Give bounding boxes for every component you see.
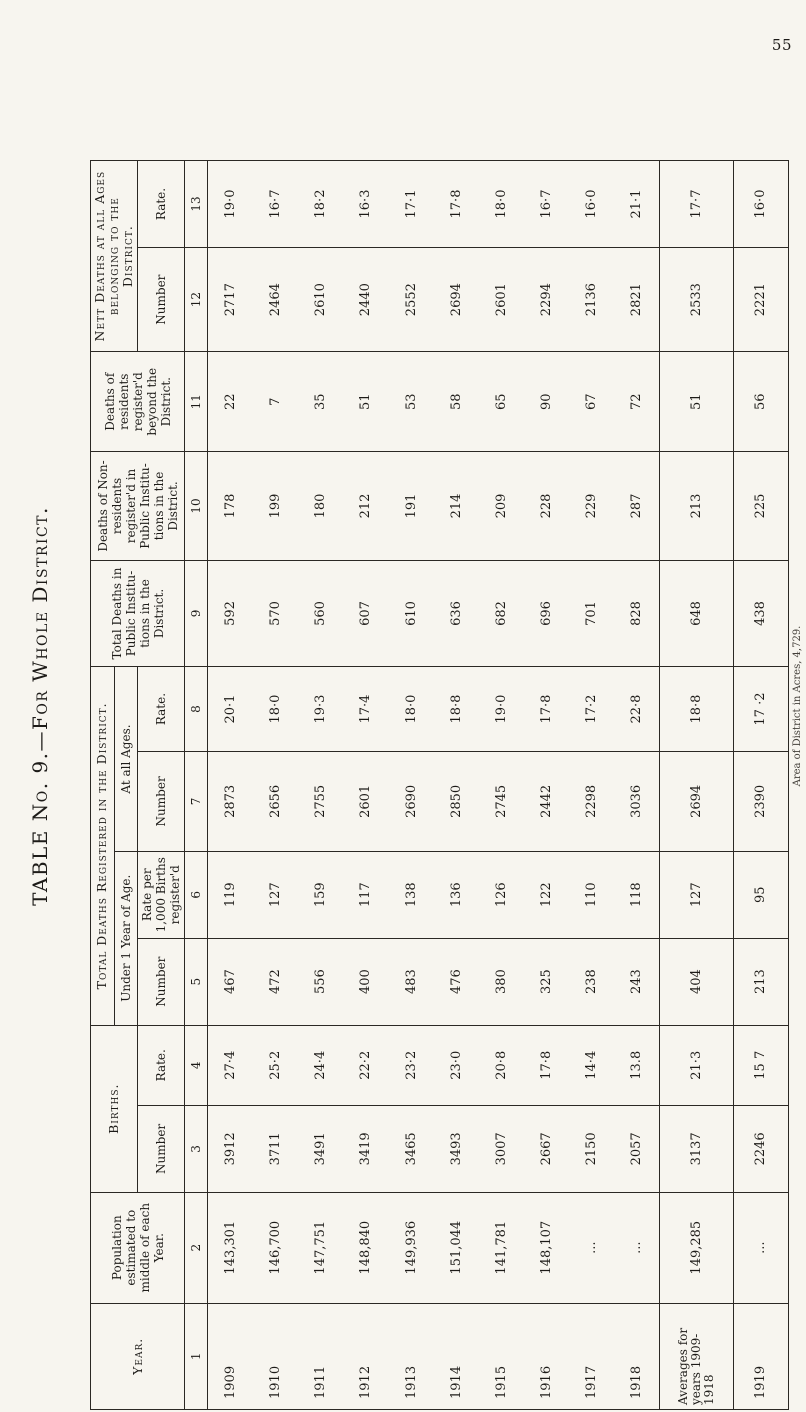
total-deaths-header: Total Deaths Registered in the District. [91, 667, 115, 1025]
final-births-rate: 15 7 [733, 1025, 788, 1105]
population-cell: 147,751 [298, 1192, 343, 1303]
column-number: 1 [185, 1303, 208, 1409]
column-number: 3 [185, 1105, 208, 1192]
under1-number-cell: 243 [614, 938, 660, 1025]
under-1-rate-header: Rate per 1,000 Births register'd [138, 851, 185, 938]
births-rate-cell: 24·4 [298, 1025, 343, 1105]
under1-rate-cell: 119 [208, 851, 254, 938]
residents-beyond-header: Deaths of residents register'd beyond the District. [91, 352, 185, 452]
under1-rate-cell: 127 [253, 851, 298, 938]
all-ages-rate-cell: 17·2 [569, 667, 614, 752]
yearly-rows [208, 161, 660, 1410]
residents-beyond-cell: 51 [343, 352, 388, 452]
column-number: 8 [185, 667, 208, 752]
under1-rate-cell: 136 [434, 851, 479, 938]
non-resident-deaths-cell: 228 [524, 452, 569, 561]
table-row [524, 161, 569, 1410]
column-number: 11 [185, 352, 208, 452]
nett-rate-cell: 18·0 [479, 161, 524, 248]
under1-number-cell: 467 [208, 938, 254, 1025]
final-all-rate: 17 ·2 [733, 667, 788, 752]
table-row [389, 161, 434, 1410]
population-cell: 149,936 [389, 1192, 434, 1303]
births-number-cell: 3465 [389, 1105, 434, 1192]
births-rate-cell: 13.8 [614, 1025, 660, 1105]
all-ages-number-cell: 2298 [569, 751, 614, 851]
births-rate-cell: 20·8 [479, 1025, 524, 1105]
table-title: TABLE No. 9.—For Whole District. [28, 506, 52, 906]
page-number: 55 [771, 36, 792, 54]
all-ages-number-cell: 2690 [389, 751, 434, 851]
under1-rate-cell: 118 [614, 851, 660, 938]
all-ages-header: At all Ages. [114, 667, 138, 852]
column-number: 4 [185, 1025, 208, 1105]
residents-beyond-cell: 22 [208, 352, 254, 452]
avg-under1-number: 404 [660, 938, 733, 1025]
population-cell: 148,107 [524, 1192, 569, 1303]
residents-beyond-cell: 65 [479, 352, 524, 452]
institution-deaths-cell: 828 [614, 560, 660, 666]
avg-nett-rate: 17·7 [660, 161, 733, 248]
all-ages-number-cell: 2755 [298, 751, 343, 851]
residents-beyond-cell: 58 [434, 352, 479, 452]
births-number-cell: 2667 [524, 1105, 569, 1192]
under1-rate-cell: 117 [343, 851, 388, 938]
nett-rate-cell: 17·1 [389, 161, 434, 248]
births-number-header: Number [138, 1105, 185, 1192]
table-row [343, 161, 388, 1410]
avg-non-res: 213 [660, 452, 733, 561]
nett-rate-cell: 16·7 [253, 161, 298, 248]
all-ages-number-cell: 2601 [343, 751, 388, 851]
all-ages-rate-cell: 18·0 [253, 667, 298, 752]
nett-rate-cell: 19·0 [208, 161, 254, 248]
nett-number-cell: 2136 [569, 248, 614, 352]
avg-under1-rate: 127 [660, 851, 733, 938]
nett-number-cell: 2552 [389, 248, 434, 352]
non-resident-deaths-cell: 180 [298, 452, 343, 561]
non-resident-deaths-cell: 212 [343, 452, 388, 561]
column-number: 12 [185, 248, 208, 352]
all-ages-rate-cell: 19·0 [479, 667, 524, 752]
population-cell: 141,781 [479, 1192, 524, 1303]
averages-row [660, 161, 733, 1410]
births-rate-cell: 14·4 [569, 1025, 614, 1105]
year-cell: 1916 [524, 1303, 569, 1409]
under1-number-cell: 400 [343, 938, 388, 1025]
nett-number-cell: 2601 [479, 248, 524, 352]
non-resident-deaths-cell: 229 [569, 452, 614, 561]
non-resident-deaths-header: Deaths of Non-residents register'd in Public Institu-tions in the District. [91, 452, 185, 561]
column-number: 10 [185, 452, 208, 561]
column-number: 6 [185, 851, 208, 938]
all-ages-number-cell: 2745 [479, 751, 524, 851]
table-row [569, 161, 614, 1410]
year-cell: 1915 [479, 1303, 524, 1409]
averages-label: Averages for years 1909-1918 [660, 1303, 733, 1409]
year-cell: 1917 [569, 1303, 614, 1409]
nett-rate-header: Rate. [138, 161, 185, 248]
under1-rate-cell: 126 [479, 851, 524, 938]
institution-deaths-cell: 682 [479, 560, 524, 666]
final-under1-rate: 95 [733, 851, 788, 938]
nett-rate-cell: 21·1 [614, 161, 660, 248]
births-header: Births. [91, 1025, 138, 1192]
final-nett-number: 2221 [733, 248, 788, 352]
under-1-year-header: Under 1 Year of Age. [114, 851, 138, 1025]
under1-number-cell: 483 [389, 938, 434, 1025]
all-ages-number-cell: 2442 [524, 751, 569, 851]
institution-deaths-header: Total Deaths in Public Institu-tions in the District. [91, 560, 185, 666]
final-under1-number: 213 [733, 938, 788, 1025]
nett-number-cell: 2694 [434, 248, 479, 352]
final-births-number: 2246 [733, 1105, 788, 1192]
avg-nett-number: 2533 [660, 248, 733, 352]
avg-inst-total: 648 [660, 560, 733, 666]
births-rate-cell: 22·2 [343, 1025, 388, 1105]
all-ages-rate-cell: 22·8 [614, 667, 660, 752]
institution-deaths-cell: 607 [343, 560, 388, 666]
column-number: 2 [185, 1192, 208, 1303]
table-row [298, 161, 343, 1410]
population-cell: 148,840 [343, 1192, 388, 1303]
all-ages-rate-cell: 18·0 [389, 667, 434, 752]
residents-beyond-cell: 90 [524, 352, 569, 452]
final-all-number: 2390 [733, 751, 788, 851]
nett-rate-cell: 17·8 [434, 161, 479, 248]
under1-number-cell: 238 [569, 938, 614, 1025]
under1-rate-cell: 159 [298, 851, 343, 938]
nett-number-cell: 2717 [208, 248, 254, 352]
statistics-table [90, 160, 789, 1410]
residents-beyond-cell: 53 [389, 352, 434, 452]
non-resident-deaths-cell: 287 [614, 452, 660, 561]
births-number-cell: 3007 [479, 1105, 524, 1192]
births-number-cell: 2150 [569, 1105, 614, 1192]
year-cell: 1909 [208, 1303, 254, 1409]
table-row [253, 161, 298, 1410]
final-non-res: 225 [733, 452, 788, 561]
institution-deaths-cell: 570 [253, 560, 298, 666]
births-number-cell: 3711 [253, 1105, 298, 1192]
all-ages-rate-header: Rate. [138, 667, 185, 752]
nett-number-header: Number [138, 248, 185, 352]
nett-rate-cell: 16·0 [569, 161, 614, 248]
population-cell: 146,700 [253, 1192, 298, 1303]
nett-rate-cell: 16·7 [524, 161, 569, 248]
nett-deaths-header: Nett Deaths at all Ages belonging to the District. [91, 161, 138, 352]
all-ages-number-cell: 2656 [253, 751, 298, 851]
under1-number-cell: 472 [253, 938, 298, 1025]
year-cell: 1918 [614, 1303, 660, 1409]
non-resident-deaths-cell: 209 [479, 452, 524, 561]
column-number: 5 [185, 938, 208, 1025]
institution-deaths-cell: 696 [524, 560, 569, 666]
non-resident-deaths-cell: 214 [434, 452, 479, 561]
avg-population: 149,285 [660, 1192, 733, 1303]
institution-deaths-cell: 592 [208, 560, 254, 666]
column-number: 7 [185, 751, 208, 851]
year-header: Year. [91, 1303, 185, 1409]
population-cell: ... [569, 1192, 614, 1303]
all-ages-number-cell: 3036 [614, 751, 660, 851]
under1-rate-cell: 122 [524, 851, 569, 938]
table-sheet [90, 160, 780, 1410]
non-resident-deaths-cell: 191 [389, 452, 434, 561]
all-ages-rate-cell: 19·3 [298, 667, 343, 752]
births-rate-header: Rate. [138, 1025, 185, 1105]
institution-deaths-cell: 560 [298, 560, 343, 666]
year-cell: 1910 [253, 1303, 298, 1409]
under1-rate-cell: 138 [389, 851, 434, 938]
table-row [614, 161, 660, 1410]
all-ages-number-header: Number [138, 751, 185, 851]
residents-beyond-cell: 67 [569, 352, 614, 452]
all-ages-number-cell: 2850 [434, 751, 479, 851]
final-nett-rate: 16·0 [733, 161, 788, 248]
population-cell: ... [614, 1192, 660, 1303]
births-rate-cell: 23·0 [434, 1025, 479, 1105]
year-cell: 1911 [298, 1303, 343, 1409]
all-ages-rate-cell: 17·4 [343, 667, 388, 752]
all-ages-rate-cell: 17·8 [524, 667, 569, 752]
avg-all-number: 2694 [660, 751, 733, 851]
nett-rate-cell: 18·2 [298, 161, 343, 248]
avg-births-rate: 21·3 [660, 1025, 733, 1105]
births-number-cell: 3419 [343, 1105, 388, 1192]
under1-number-cell: 476 [434, 938, 479, 1025]
nett-number-cell: 2610 [298, 248, 343, 352]
final-population: ... [733, 1192, 788, 1303]
residents-beyond-cell: 7 [253, 352, 298, 452]
nett-number-cell: 2464 [253, 248, 298, 352]
year-1919-row [733, 161, 788, 1410]
all-ages-rate-cell: 18·8 [434, 667, 479, 752]
under1-number-cell: 325 [524, 938, 569, 1025]
births-rate-cell: 23·2 [389, 1025, 434, 1105]
non-resident-deaths-cell: 199 [253, 452, 298, 561]
institution-deaths-cell: 610 [389, 560, 434, 666]
residents-beyond-cell: 72 [614, 352, 660, 452]
births-rate-cell: 17·8 [524, 1025, 569, 1105]
column-number: 9 [185, 560, 208, 666]
avg-births-number: 3137 [660, 1105, 733, 1192]
institution-deaths-cell: 701 [569, 560, 614, 666]
births-number-cell: 3493 [434, 1105, 479, 1192]
births-number-cell: 3491 [298, 1105, 343, 1192]
non-resident-deaths-cell: 178 [208, 452, 254, 561]
avg-res-beyond: 51 [660, 352, 733, 452]
avg-all-rate: 18·8 [660, 667, 733, 752]
institution-deaths-cell: 636 [434, 560, 479, 666]
year-cell: 1914 [434, 1303, 479, 1409]
column-number: 13 [185, 161, 208, 248]
births-number-cell: 2057 [614, 1105, 660, 1192]
births-number-cell: 3912 [208, 1105, 254, 1192]
table-row [434, 161, 479, 1410]
all-ages-rate-cell: 20·1 [208, 667, 254, 752]
residents-beyond-cell: 35 [298, 352, 343, 452]
population-cell: 151,044 [434, 1192, 479, 1303]
under1-number-cell: 380 [479, 938, 524, 1025]
nett-number-cell: 2821 [614, 248, 660, 352]
table-row [208, 161, 254, 1410]
population-header: Population estimated to middle of each Year. [91, 1192, 185, 1303]
final-year: 1919 [733, 1303, 788, 1409]
nett-rate-cell: 16·3 [343, 161, 388, 248]
year-cell: 1912 [343, 1303, 388, 1409]
final-res-beyond: 56 [733, 352, 788, 452]
births-rate-cell: 27·4 [208, 1025, 254, 1105]
area-footnote: Area of District in Acres, 4,729. [792, 625, 803, 787]
all-ages-number-cell: 2873 [208, 751, 254, 851]
year-cell: 1913 [389, 1303, 434, 1409]
under1-number-cell: 556 [298, 938, 343, 1025]
under-1-number-header: Number [138, 938, 185, 1025]
nett-number-cell: 2440 [343, 248, 388, 352]
nett-number-cell: 2294 [524, 248, 569, 352]
births-rate-cell: 25·2 [253, 1025, 298, 1105]
under1-rate-cell: 110 [569, 851, 614, 938]
population-cell: 143,301 [208, 1192, 254, 1303]
table-row [479, 161, 524, 1410]
final-inst-total: 438 [733, 560, 788, 666]
